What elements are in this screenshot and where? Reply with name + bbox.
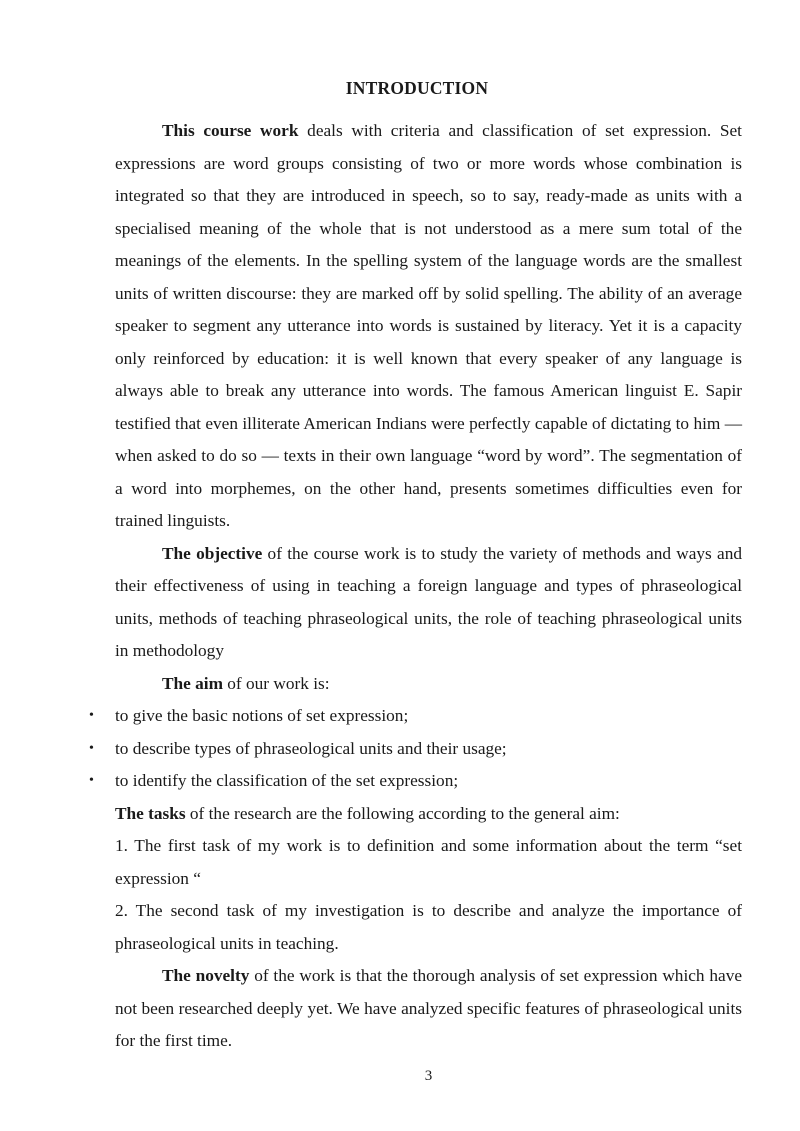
aim-item-text: to describe types of phraseological units and their usage;	[115, 738, 507, 758]
novelty-lead: The novelty	[162, 966, 250, 985]
intro-lead: This course work	[162, 121, 299, 140]
aim-lead: The aim	[162, 673, 223, 693]
novelty-text: of the work is that the thorough analysis of set expression which have not been researched deeply yet. We have analyzed specific features of phraseological units for the first time.	[115, 966, 743, 1050]
aim-text: of our work is:	[222, 673, 330, 693]
task-item: 1. The first task of my work is to definition and some information about the term “set expression “	[115, 836, 742, 888]
tasks-text: of the research are the following according to the general aim:	[185, 803, 620, 823]
page-number: 3	[424, 1068, 433, 1084]
list-item	[89, 700, 742, 733]
list-item	[89, 733, 742, 766]
intro-text: deals with criteria and classification of set expression. Set expressions are word groups consisting of two or more words whose combination is integrated so that they are introduced in speech, so to say, ready-made as units with a specialised meaning of the whole that is not understood as a mere sum total of the meanings of the elements. In the spelling system of the language words are the smallest units of written discourse: they are marked off by solid spelling. The ability of an average speaker to segment any utterance into words is sustained by literacy. Yet it is a capacity only reinforced by education: it is well known that every speaker of any language is always able to break any utterance into words. The famous American linguist E. Sapir testified that even illiterate American Indians were perfectly capable of dictating to him — when asked to do so — texts in their own language “word by word”. The segmentation of a word into morphemes, on the other hand, presents sometimes difficulties even for trained linguists.	[115, 121, 742, 530]
bullet-icon: •	[89, 773, 94, 788]
aim-item-text: to identify the classification of the set expression;	[115, 771, 459, 790]
aim-paragraph	[115, 668, 742, 701]
aim-item-text: to give the basic notions of set expression;	[115, 706, 409, 725]
tasks-paragraph	[115, 798, 742, 831]
bullet-icon: •	[89, 740, 94, 756]
list-item	[89, 765, 742, 798]
document-body	[89, 115, 743, 1058]
objective-lead: The objective	[162, 543, 263, 563]
objective-paragraph	[115, 538, 742, 668]
page-title: INTRODUCTION	[345, 78, 489, 98]
bullet-icon: •	[89, 708, 94, 723]
objective-text: of the course work is to study the variety of methods and ways and their effectiveness of using in teaching a foreign language and types of phraseological units, methods of teaching phraseological units, the role of teaching phraseological units in methodology	[115, 543, 743, 660]
tasks-lead: The tasks	[115, 803, 186, 823]
aim-list	[89, 700, 742, 798]
task-item: 2. The second task of my investigation is to describe and analyze the importance of phraseological units in teaching.	[115, 901, 742, 953]
intro-paragraph	[115, 115, 742, 538]
novelty-paragraph	[115, 960, 742, 1058]
